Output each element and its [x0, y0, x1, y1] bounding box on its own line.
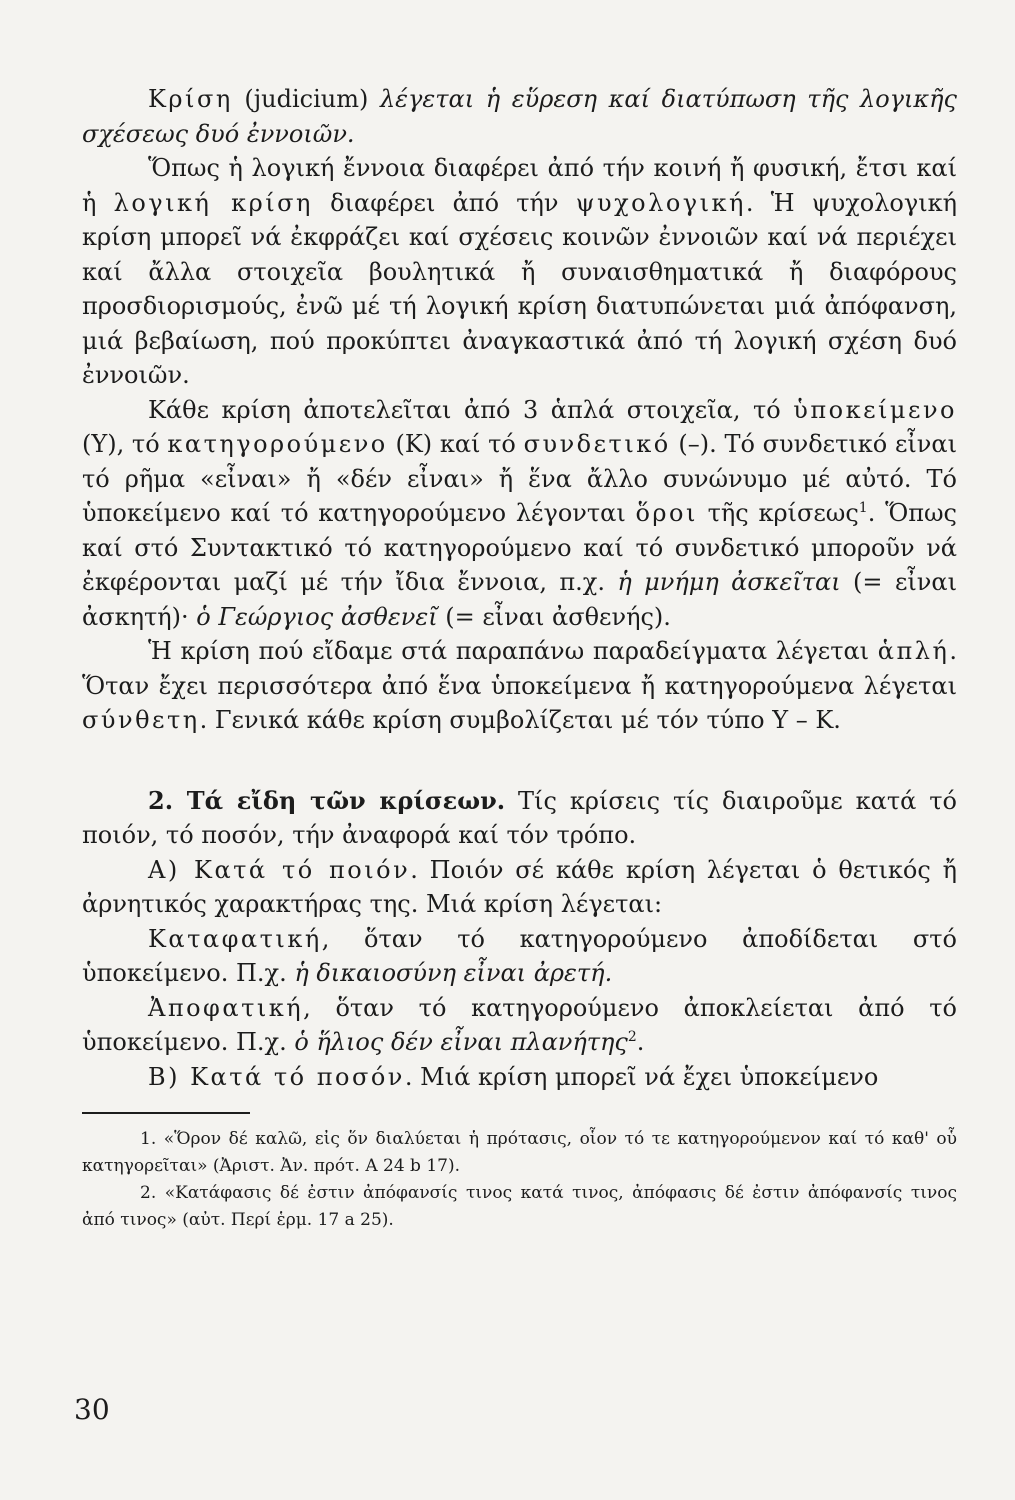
text-run: τῆς κρίσεως: [697, 499, 859, 527]
text-run: . Ἡ ψυχολογική κρίση μπορεῖ νά ἐκφράζει καί σχέσεις κοινῶν ἐννοιῶν καί νά περιέχει καί ἄλλα στοιχεῖα βουλητικά ἤ συναισθηματικά ἤ διαφόρους προσδιορισμούς, ἐνῶ μέ τή λογική κρίση διατυπώνεται μιά ἀπόφανση, μιά βεβαίωση, πού προκύπτει ἀναγκαστικά ἀπό τή λογική σχέση δυό ἐννοιῶν.: [82, 188, 957, 389]
footnote-ref-2: 2: [627, 1029, 637, 1045]
subheading-quantity: Β) Κατά τό ποσόν: [148, 1062, 405, 1091]
term-negative: Ἀποφατική: [148, 993, 304, 1022]
footnote-ref-1: 1: [858, 500, 868, 516]
paragraph-definition: [82, 82, 957, 151]
text-run: Ἡ κρίση πού εἴδαμε στά παραπάνω παραδείγματα λέγεται: [148, 637, 878, 665]
text-run: .: [636, 1028, 645, 1056]
text-run: (Κ) καί τό: [387, 430, 524, 458]
page-number: 30: [74, 1393, 110, 1426]
term-affirmative: Καταφατική: [148, 924, 322, 953]
text-run: (= εἶναι ἀσκητή)·: [82, 568, 957, 631]
example-italic: ἡ δικαιοσύνη εἶναι ἀρετή.: [294, 959, 613, 987]
term-psychological: ψυχολογική: [575, 188, 746, 217]
text-run: . Ὅταν ἔχει περισσότερα ἀπό ἕνα ὑποκείμενα ἤ κατηγορούμενα λέγεται: [82, 637, 957, 700]
example-italic: ὁ Γεώργιος ἀσθενεῖ: [196, 602, 438, 631]
text-run: . Γενικά κάθε κρίση συμβολίζεται μέ τόν τύπο Υ – Κ.: [199, 706, 841, 734]
paragraph-quality: [82, 853, 957, 922]
term-compound: σύνθετη: [82, 706, 200, 734]
text-run: (–). Τό συνδετικό εἶναι τό ρῆμα «εἶναι» ἤ «δέν εἶναι» ἤ ἕνα ἄλλο συνώνυμο μέ αὐτό. Τό ὑποκείμενο καί τό κατηγορούμενο λέγονται: [82, 430, 957, 527]
text-run: . Ὅπως καί στό Συντακτικό τό κατηγορούμενο καί τό συνδετικό μποροῦν νά ἐκφέρονται μαζί μέ τήν ἴδια ἔννοια, π.χ.: [82, 499, 957, 596]
term-terms: ὅροι: [635, 499, 698, 527]
term-copula: συνδετικό: [523, 430, 671, 458]
section-heading: 2. Τά εἴδη τῶν κρίσεων.: [148, 785, 506, 815]
footnote-divider: [82, 1112, 250, 1114]
footnote-2: 2. «Κατάφασις δέ ἐστιν ἀπόφανσίς τινος κατά τινος, ἀπόφασις δέ ἐστιν ἀπόφανσίς τινος ἀπό τινος» (αὐτ. Περί ἑρμ. 17 a 25).: [82, 1183, 957, 1230]
text-run: . Ποιόν σέ κάθε κρίση λέγεται ὁ θετικός ἤ ἀρνητικός χαρακτήρας της. Μιά κρίση λέγεται:: [82, 855, 958, 918]
example-italic: ἡ μνήμη ἀσκεῖται: [617, 568, 841, 596]
text-run: (judicium): [232, 85, 380, 113]
text-run: , ὅταν τό κατηγορούμενο ἀποκλείεται ἀπό τό ὑποκείμενο. Π.χ.: [82, 993, 957, 1056]
text-run: Τίς κρίσεις τίς διαιροῦμε κατά τό ποιόν, τό ποσόν, τήν ἀναφορά καί τόν τρόπο.: [82, 786, 958, 849]
text-run: , ὅταν τό κατηγορούμενο ἀποδίδεται στό ὑποκείμενο. Π.χ.: [82, 924, 957, 987]
section-heading-paragraph: [82, 784, 957, 853]
paragraph-simple-compound: [82, 634, 957, 738]
text-run: Ὅπως ἡ λογική ἔννοια διαφέρει ἀπό τήν κοινή ἤ φυσική, ἔτσι καί ἡ: [82, 154, 957, 217]
term-logical-judgment: λογική κρίση: [113, 188, 313, 217]
footnote-1: 1. «Ὅρον δέ καλῶ, εἰς ὅν διαλύεται ἡ πρότασις, οἷον τό τε κατηγορούμενον καί τό καθ' οὗ κατηγορεῖται» (Ἀριστ. Ἀν. πρότ. Α 24 b 17).: [82, 1129, 957, 1176]
term-krisi: Κρίση: [148, 85, 233, 113]
text-run: διαφέρει ἀπό τήν: [312, 188, 576, 217]
term-subject: ὑποκείμενο: [793, 395, 957, 424]
paragraph-negative: [82, 991, 957, 1060]
paragraph-logical-vs-psychological: [82, 151, 957, 393]
text-run-italic: λέγεται ἡ εὕρεση καί διατύπωση τῆς λογικῆς σχέσεως δυό ἐννοιῶν.: [82, 85, 957, 148]
term-simple: ἁπλή: [877, 637, 950, 665]
subheading-quality: Α) Κατά τό ποιόν: [148, 855, 411, 884]
example-italic: ὁ ἥλιος δέν εἶναι πλανήτης: [294, 1028, 628, 1056]
paragraph-affirmative: [82, 922, 957, 991]
paragraph-quantity: [82, 1060, 957, 1095]
text-run: (= εἶναι ἀσθενής).: [437, 602, 671, 631]
text-run: Κάθε κρίση ἀποτελεῖται ἀπό 3 ἁπλά στοιχεῖα, τό: [148, 395, 794, 424]
paragraph-elements: [82, 393, 957, 635]
term-predicate: κατηγορούμενο: [167, 430, 388, 458]
text-run: . Μιά κρίση μπορεῖ νά ἔχει ὑποκείμενο: [404, 1062, 879, 1091]
text-run: (Υ), τό: [82, 430, 168, 458]
